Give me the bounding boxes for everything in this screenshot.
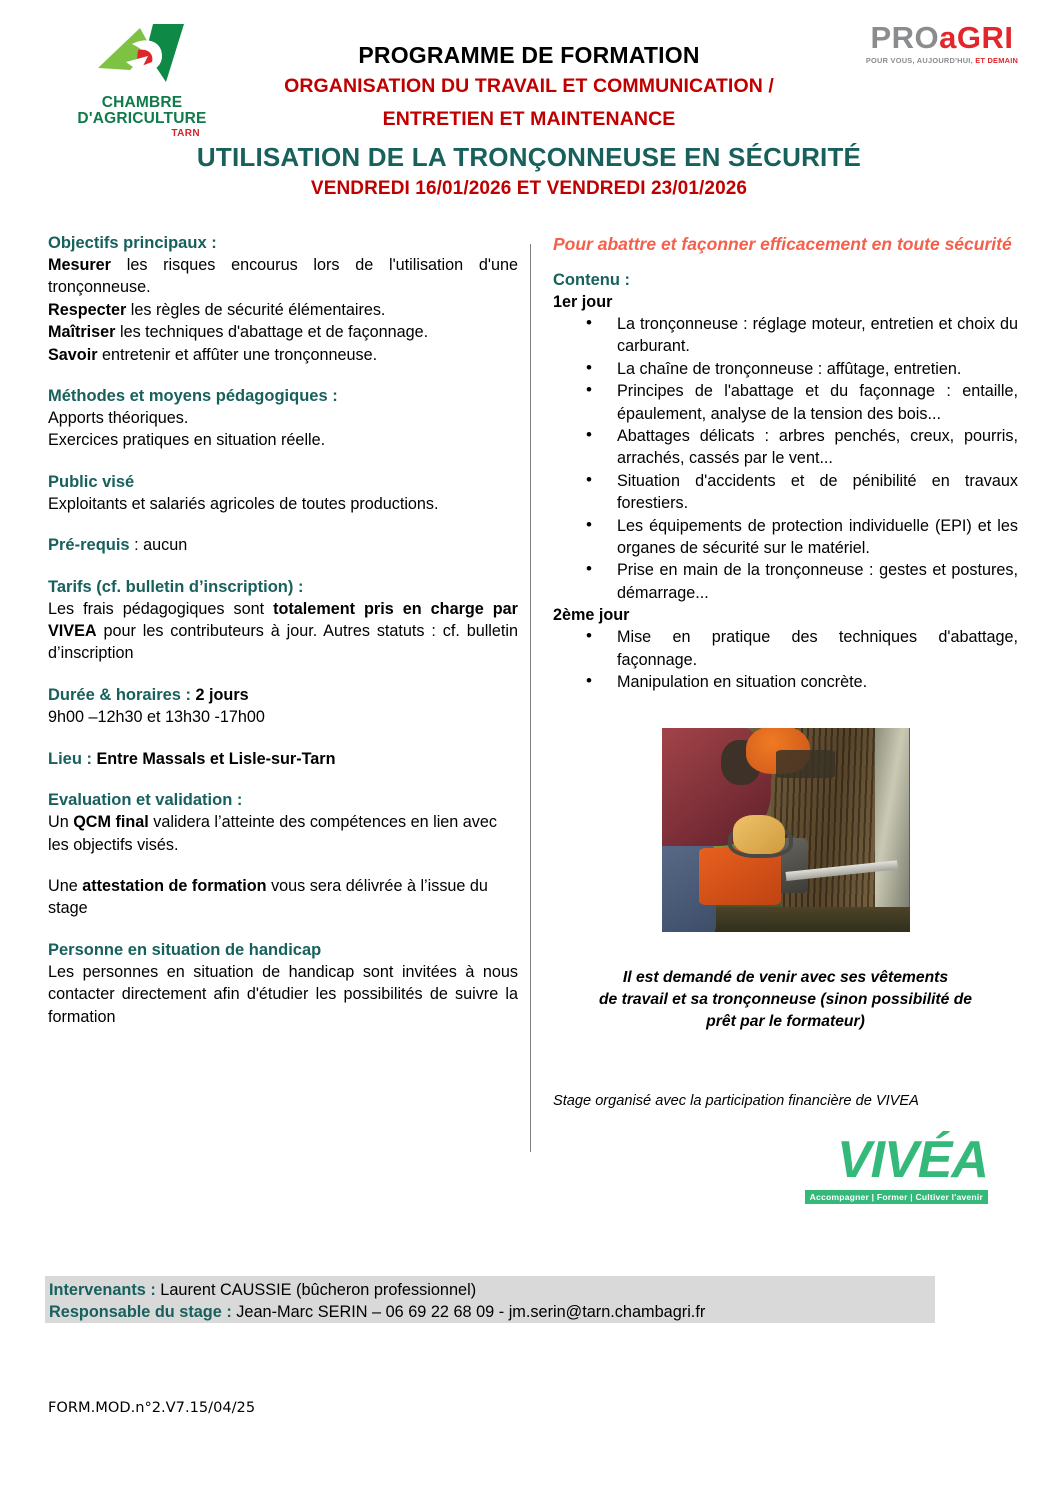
- list-item: • Les équipements de protection individuelle (EPI) et les organes de sécurité sur le matériel.: [617, 515, 1018, 560]
- evaluation-text-b: validera l’atteinte des compétences en lien avec les objectifs visés.: [48, 813, 497, 854]
- intervenants-value: Laurent CAUSSIE (bûcheron professionnel): [155, 1281, 477, 1299]
- spacer: [48, 729, 518, 748]
- attestation-text-bold: attestation de formation: [82, 876, 267, 895]
- objectif-item-0: [48, 254, 518, 299]
- chainsaw-operator-photo: [662, 728, 910, 932]
- section-heading-contenu: Contenu :: [553, 271, 630, 289]
- objectif-3-bold: Savoir: [48, 345, 98, 364]
- section-heading-public: Public visé: [48, 472, 135, 491]
- tarifs-text: [48, 598, 518, 665]
- duree-row: [48, 684, 518, 706]
- objectif-2-bold: Maîtriser: [48, 323, 116, 342]
- right-column: [553, 232, 1018, 1205]
- objectif-1-rest: les règles de sécurité élémentaires.: [126, 300, 386, 319]
- document-header: [0, 0, 1058, 232]
- lieu-value: Entre Massals et Lisle-sur-Tarn: [92, 749, 336, 768]
- attestation-text-b: vous sera délivrée à l’issue du stage: [48, 876, 488, 918]
- proagri-tag-grey: POUR VOUS, AUJOURD'HUI,: [865, 56, 973, 65]
- list-item: • La tronçonneuse : réglage moteur, entretien et choix du carburant.: [617, 313, 1018, 358]
- photo-caption-line-2: de travail et sa tronçonneuse (sinon possibilité de: [598, 990, 973, 1008]
- lieu-row: [48, 748, 518, 770]
- list-item: • Abattages délicats : arbres penchés, creux, pourris, arrachés, cassés par le vent...: [617, 425, 1018, 470]
- spacer: [48, 920, 518, 939]
- proagri-wordmark: [854, 22, 1030, 54]
- spacer: [48, 770, 518, 789]
- subtitle-line-1: ORGANISATION DU TRAVAIL ET COMMUNICATION /: [284, 75, 774, 97]
- responsable-value: Jean-Marc SERIN – 06 69 22 68 09 - jm.serin@tarn.chambagri.fr: [231, 1303, 706, 1321]
- objectif-item-2: [48, 321, 518, 343]
- chambre-agriculture-logo: [62, 22, 222, 139]
- course-title: UTILISATION DE LA TRONÇONNEUSE EN SÉCURITÉ: [196, 142, 862, 172]
- proagri-pro: PRO: [870, 20, 940, 55]
- objectif-0-rest: les risques encourus lors de l'utilisation d'une tronçonneuse.: [48, 256, 518, 297]
- photo-caption-line-1: Il est demandé de venir avec ses vêtements: [622, 968, 949, 986]
- attestation-text-a: Une: [48, 876, 83, 895]
- photo-container: [553, 728, 1018, 937]
- handicap-text: Les personnes en situation de handicap sont invitées à nous contacter directement afin d'étudier les possibilités de suivre la formation: [48, 962, 518, 1026]
- proagri-gri: GRI: [956, 20, 1014, 55]
- objectif-item-1: [48, 299, 518, 321]
- section-heading-duree: Durée & horaires :: [48, 685, 192, 704]
- spacer: [48, 665, 518, 684]
- spacer: [48, 452, 518, 471]
- proagri-tagline: [854, 56, 1030, 65]
- photo-background: [875, 728, 910, 932]
- photo-caption-line-3: prêt par le formateur): [706, 1012, 865, 1030]
- tarifs-text-b: pour les contributeurs à jour. Autres statuts : cf. bulletin d’inscription: [48, 622, 518, 663]
- logo-chambre-line1: CHAMBRE: [101, 94, 183, 111]
- course-tagline: Pour abattre et façonner efficacement en toute sécurité: [553, 234, 1012, 254]
- methodes-line-2: Exercices pratiques en situation réelle.: [48, 431, 326, 450]
- list-item: • Manipulation en situation concrète.: [617, 671, 1018, 693]
- list-item: • Mise en pratique des techniques d'abattage, façonnage.: [617, 626, 1018, 671]
- objectif-item-3: [48, 344, 518, 366]
- day-2-label: 2ème jour: [553, 606, 630, 625]
- prerequis-value: : aucun: [129, 536, 188, 555]
- section-heading-methodes: Méthodes et moyens pédagogiques :: [48, 387, 338, 406]
- logo-chambre-line2: D'AGRICULTURE: [77, 110, 207, 127]
- section-heading-lieu: Lieu :: [48, 749, 92, 768]
- duree-hours: 9h00 –12h30 et 13h30 -17h00: [48, 708, 265, 727]
- subtitle-line-2: ENTRETIEN ET MAINTENANCE: [382, 108, 676, 130]
- list-item: • Prise en main de la tronçonneuse : gestes et postures, démarrage...: [617, 559, 1018, 604]
- section-heading-evaluation: Evaluation et validation :: [48, 791, 243, 810]
- day-1-list: [553, 313, 1018, 604]
- intervenants-row: [49, 1279, 935, 1301]
- responsable-label: Responsable du stage :: [49, 1303, 232, 1321]
- responsable-row: [49, 1301, 935, 1323]
- evaluation-text: [48, 811, 518, 856]
- spacer: [48, 515, 518, 534]
- objectif-1-bold: Respecter: [48, 300, 127, 319]
- objectif-2-rest: les techniques d'abattage et de façonnage.: [115, 323, 429, 342]
- attestation-text: [48, 875, 518, 920]
- evaluation-text-bold: QCM final: [73, 813, 149, 832]
- proagri-logo: [854, 22, 1030, 65]
- list-item: • Principes de l'abattage et du façonnage : entaille, épaulement, analyse de la tension des bois...: [617, 380, 1018, 425]
- section-heading-tarifs: Tarifs (cf. bulletin d’inscription) :: [48, 577, 304, 596]
- public-text: Exploitants et salariés agricoles de toutes productions.: [48, 494, 439, 513]
- tarifs-text-a: Les frais pédagogiques sont: [48, 599, 274, 618]
- vivea-tagline: Accompagner | Former | Cultiver l'avenir: [805, 1190, 988, 1204]
- photo-caption: [553, 967, 1018, 1033]
- photo-operator-glove: [733, 815, 785, 854]
- vivea-wordmark: VIVÉA: [836, 1130, 988, 1189]
- section-heading-prerequis: Pré-requis: [48, 536, 130, 555]
- section-heading-objectifs: Objectifs principaux :: [48, 234, 217, 252]
- day-1-label: 1er jour: [553, 293, 613, 311]
- spacer: [48, 856, 518, 875]
- vivea-logo: [553, 1130, 1018, 1205]
- proagri-tag-red: ET DEMAIN: [972, 56, 1019, 65]
- intervenants-label: Intervenants :: [49, 1281, 156, 1299]
- contacts-footer-bar: [45, 1276, 935, 1323]
- sponsor-note: Stage organisé avec la participation financière de VIVEA: [553, 1092, 919, 1109]
- column-divider: [530, 244, 531, 1152]
- section-heading-handicap: Personne en situation de handicap: [48, 940, 322, 959]
- objectif-0-bold: Mesurer: [48, 256, 111, 274]
- page-title: PROGRAMME DE FORMATION: [358, 42, 700, 68]
- course-dates: VENDREDI 16/01/2026 ET VENDREDI 23/01/2026: [310, 178, 748, 199]
- spacer: [48, 557, 518, 576]
- list-item: • La chaîne de tronçonneuse : affûtage, entretien.: [617, 358, 1018, 380]
- proagri-a: a: [939, 20, 957, 55]
- content-columns: [0, 232, 1058, 1232]
- methodes-line-1: Apports théoriques.: [48, 409, 189, 428]
- tarifs-text-bold: totalement pris en charge par VIVEA: [48, 599, 518, 641]
- duree-value: 2 jours: [191, 685, 249, 704]
- objectif-3-rest: entretenir et affûter une tronçonneuse.: [97, 345, 378, 364]
- left-column: [48, 232, 518, 1028]
- chambre-agriculture-icon: [96, 22, 188, 94]
- spacer: [48, 366, 518, 385]
- day-2-list: [553, 626, 1018, 693]
- evaluation-text-a: Un: [48, 813, 74, 832]
- spacer: [553, 256, 1018, 269]
- logo-chambre-line3: TARN: [171, 128, 200, 139]
- list-item: • Situation d'accidents et de pénibilité en travaux forestiers.: [617, 470, 1018, 515]
- prerequis-row: [48, 534, 518, 556]
- photo-helmet-visor: [776, 750, 836, 779]
- document-reference: FORM.MOD.n°2.V7.15/04/25: [48, 1399, 256, 1416]
